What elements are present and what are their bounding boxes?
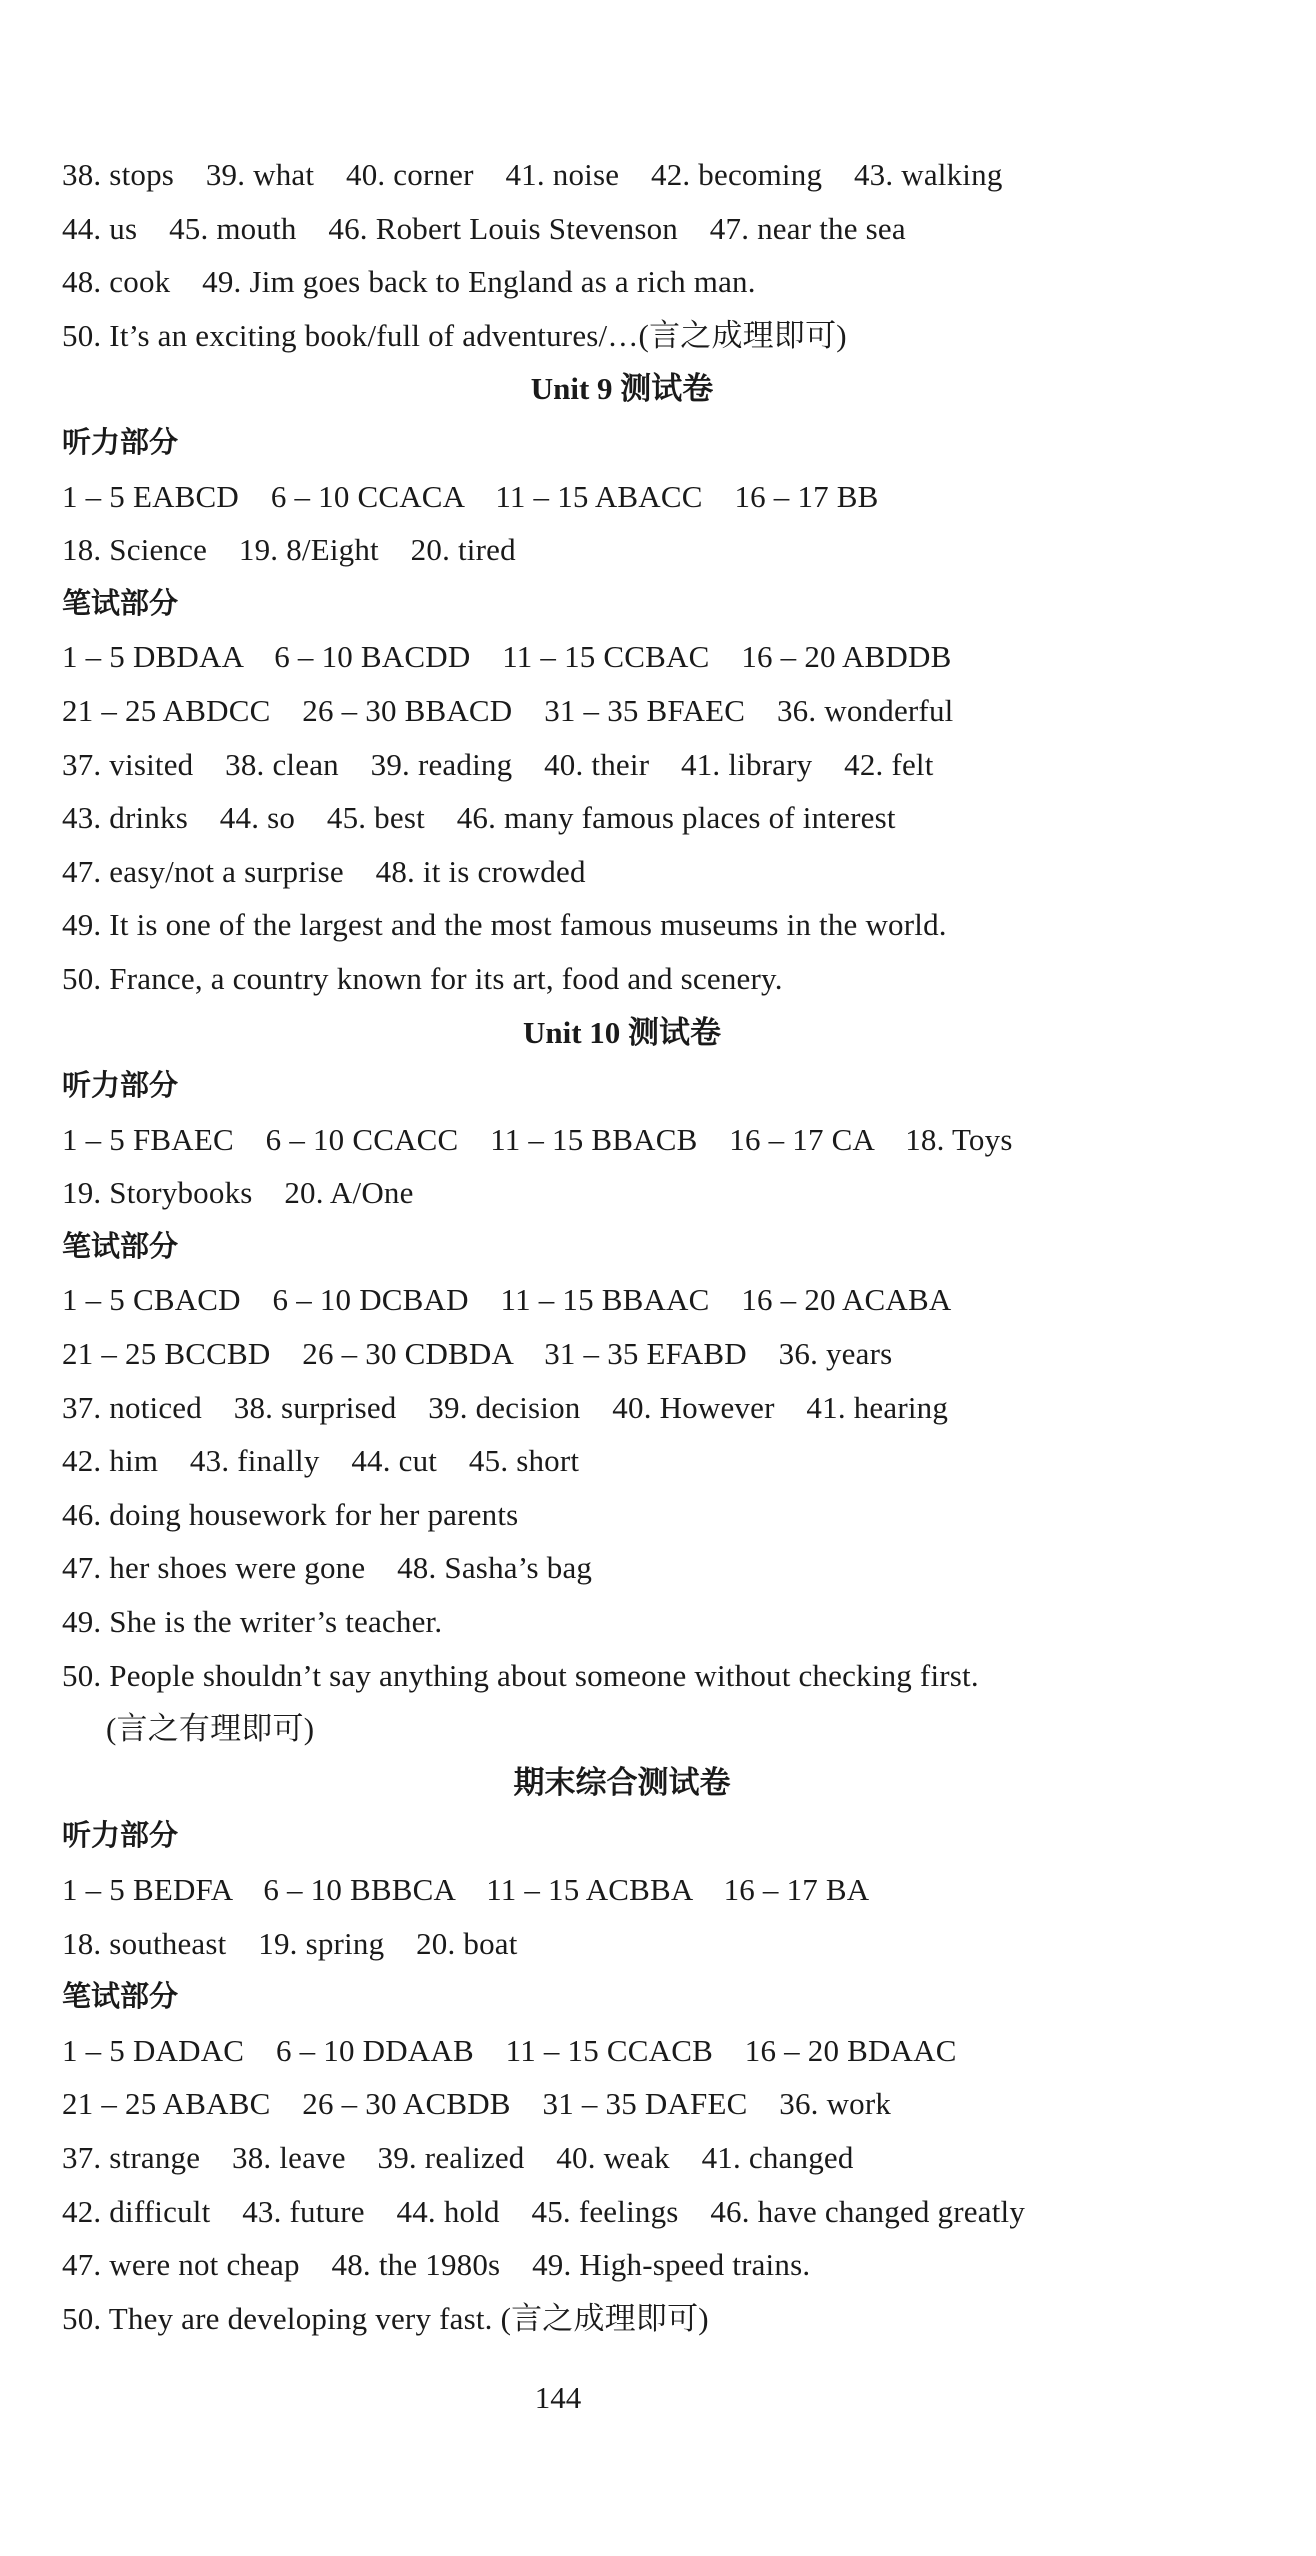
answer-line: 49. She is the writer’s teacher. xyxy=(62,1604,443,1640)
answer-line: 37. noticed 38. surprised 39. decision 40. However 41. hearing xyxy=(62,1389,949,1425)
answer-line: 1 – 5 DADAC 6 – 10 DDAAB 11 – 15 CCACB 16 – 20 BDAAC xyxy=(62,2032,957,2068)
answer-line: 44. us 45. mouth 46. Robert Louis Stevenson 47. near the sea xyxy=(62,210,906,246)
section-title: Unit 9 测试卷 xyxy=(530,371,714,407)
answer-line: 21 – 25 BCCBD 26 – 30 CDBDA 31 – 35 EFABD 36. years xyxy=(62,1336,893,1372)
answer-line: 50. People shouldn’t say anything about someone without checking first. xyxy=(62,1657,979,1693)
answer-line: 47. easy/not a surprise 48. it is crowded xyxy=(62,853,586,889)
answer-line: 46. doing housework for her parents xyxy=(62,1496,519,1532)
writing-heading: 笔试部分 xyxy=(62,1979,179,2014)
listening-heading: 听力部分 xyxy=(62,1068,179,1103)
answer-line: 49. It is one of the largest and the most famous museums in the world. xyxy=(62,907,947,943)
answer-line: 38. stops 39. what 40. corner 41. noise 42. becoming 43. walking xyxy=(62,157,1003,192)
answer-line: 1 – 5 FBAEC 6 – 10 CCACC 11 – 15 BBACB 16 – 17 CA 18. Toys xyxy=(62,1121,1013,1157)
answer-line: 43. drinks 44. so 45. best 46. many famous places of interest xyxy=(62,800,896,836)
answer-line: 1 – 5 EABCD 6 – 10 CCACA 11 – 15 ABACC 16 – 17 BB xyxy=(62,478,879,514)
answer-line: 18. Science 19. 8/Eight 20. tired xyxy=(62,532,516,568)
answer-line: 50. It’s an exciting book/full of adventures/…(言之成理即可) xyxy=(62,317,847,353)
page-number: 144 xyxy=(534,2380,582,2415)
intro-answers xyxy=(62,148,1182,362)
answer-line: 1 – 5 CBACD 6 – 10 DCBAD 11 – 15 BBAAC 16 – 20 ACABA xyxy=(62,1282,952,1318)
answer-line: 50. France, a country known for its art, food and scenery. xyxy=(62,960,783,996)
answer-line: 37. visited 38. clean 39. reading 40. their 41. library 42. felt xyxy=(62,746,934,782)
answer-key-page xyxy=(62,148,1182,2345)
section-title: 期末综合测试卷 xyxy=(513,1764,731,1800)
unit9-section xyxy=(62,362,1182,1005)
answer-line: 19. Storybooks 20. A/One xyxy=(62,1175,414,1211)
answer-line: 42. him 43. finally 44. cut 45. short xyxy=(62,1443,580,1479)
answer-line: 42. difficult 43. future 44. hold 45. feelings 46. have changed greatly xyxy=(62,2193,1026,2229)
writing-heading: 笔试部分 xyxy=(62,585,179,620)
answer-line: 21 – 25 ABDCC 26 – 30 BBACD 31 – 35 BFAEC 36. wonderful xyxy=(62,692,954,728)
answer-line: 1 – 5 BEDFA 6 – 10 BBBCA 11 – 15 ACBBA 16 – 17 BA xyxy=(62,1872,870,1907)
answer-line: 50. They are developing very fast. (言之成理即可) xyxy=(62,2300,709,2336)
listening-heading: 听力部分 xyxy=(62,1818,179,1853)
answer-line: 48. cook 49. Jim goes back to England as a rich man. xyxy=(62,264,756,300)
answer-line: 18. southeast 19. spring 20. boat xyxy=(62,1925,518,1961)
answer-note: (言之有理即可) xyxy=(106,1711,315,1747)
answer-line: 21 – 25 ABABC 26 – 30 ACBDB 31 – 35 DAFEC 36. work xyxy=(62,2086,892,2122)
final-section xyxy=(62,1756,1182,2346)
answer-line: 1 – 5 DBDAA 6 – 10 BACDD 11 – 15 CCBAC 16 – 20 ABDDB xyxy=(62,639,952,675)
answer-line: 47. were not cheap 48. the 1980s 49. High-speed trains. xyxy=(62,2247,811,2283)
listening-heading: 听力部分 xyxy=(62,424,179,459)
answer-line: 47. her shoes were gone 48. Sasha’s bag xyxy=(62,1550,593,1586)
writing-heading: 笔试部分 xyxy=(62,1228,179,1263)
section-title: Unit 10 测试卷 xyxy=(522,1014,722,1050)
answer-line: 37. strange 38. leave 39. realized 40. weak 41. changed xyxy=(62,2139,854,2175)
unit10-section xyxy=(62,1006,1182,1756)
